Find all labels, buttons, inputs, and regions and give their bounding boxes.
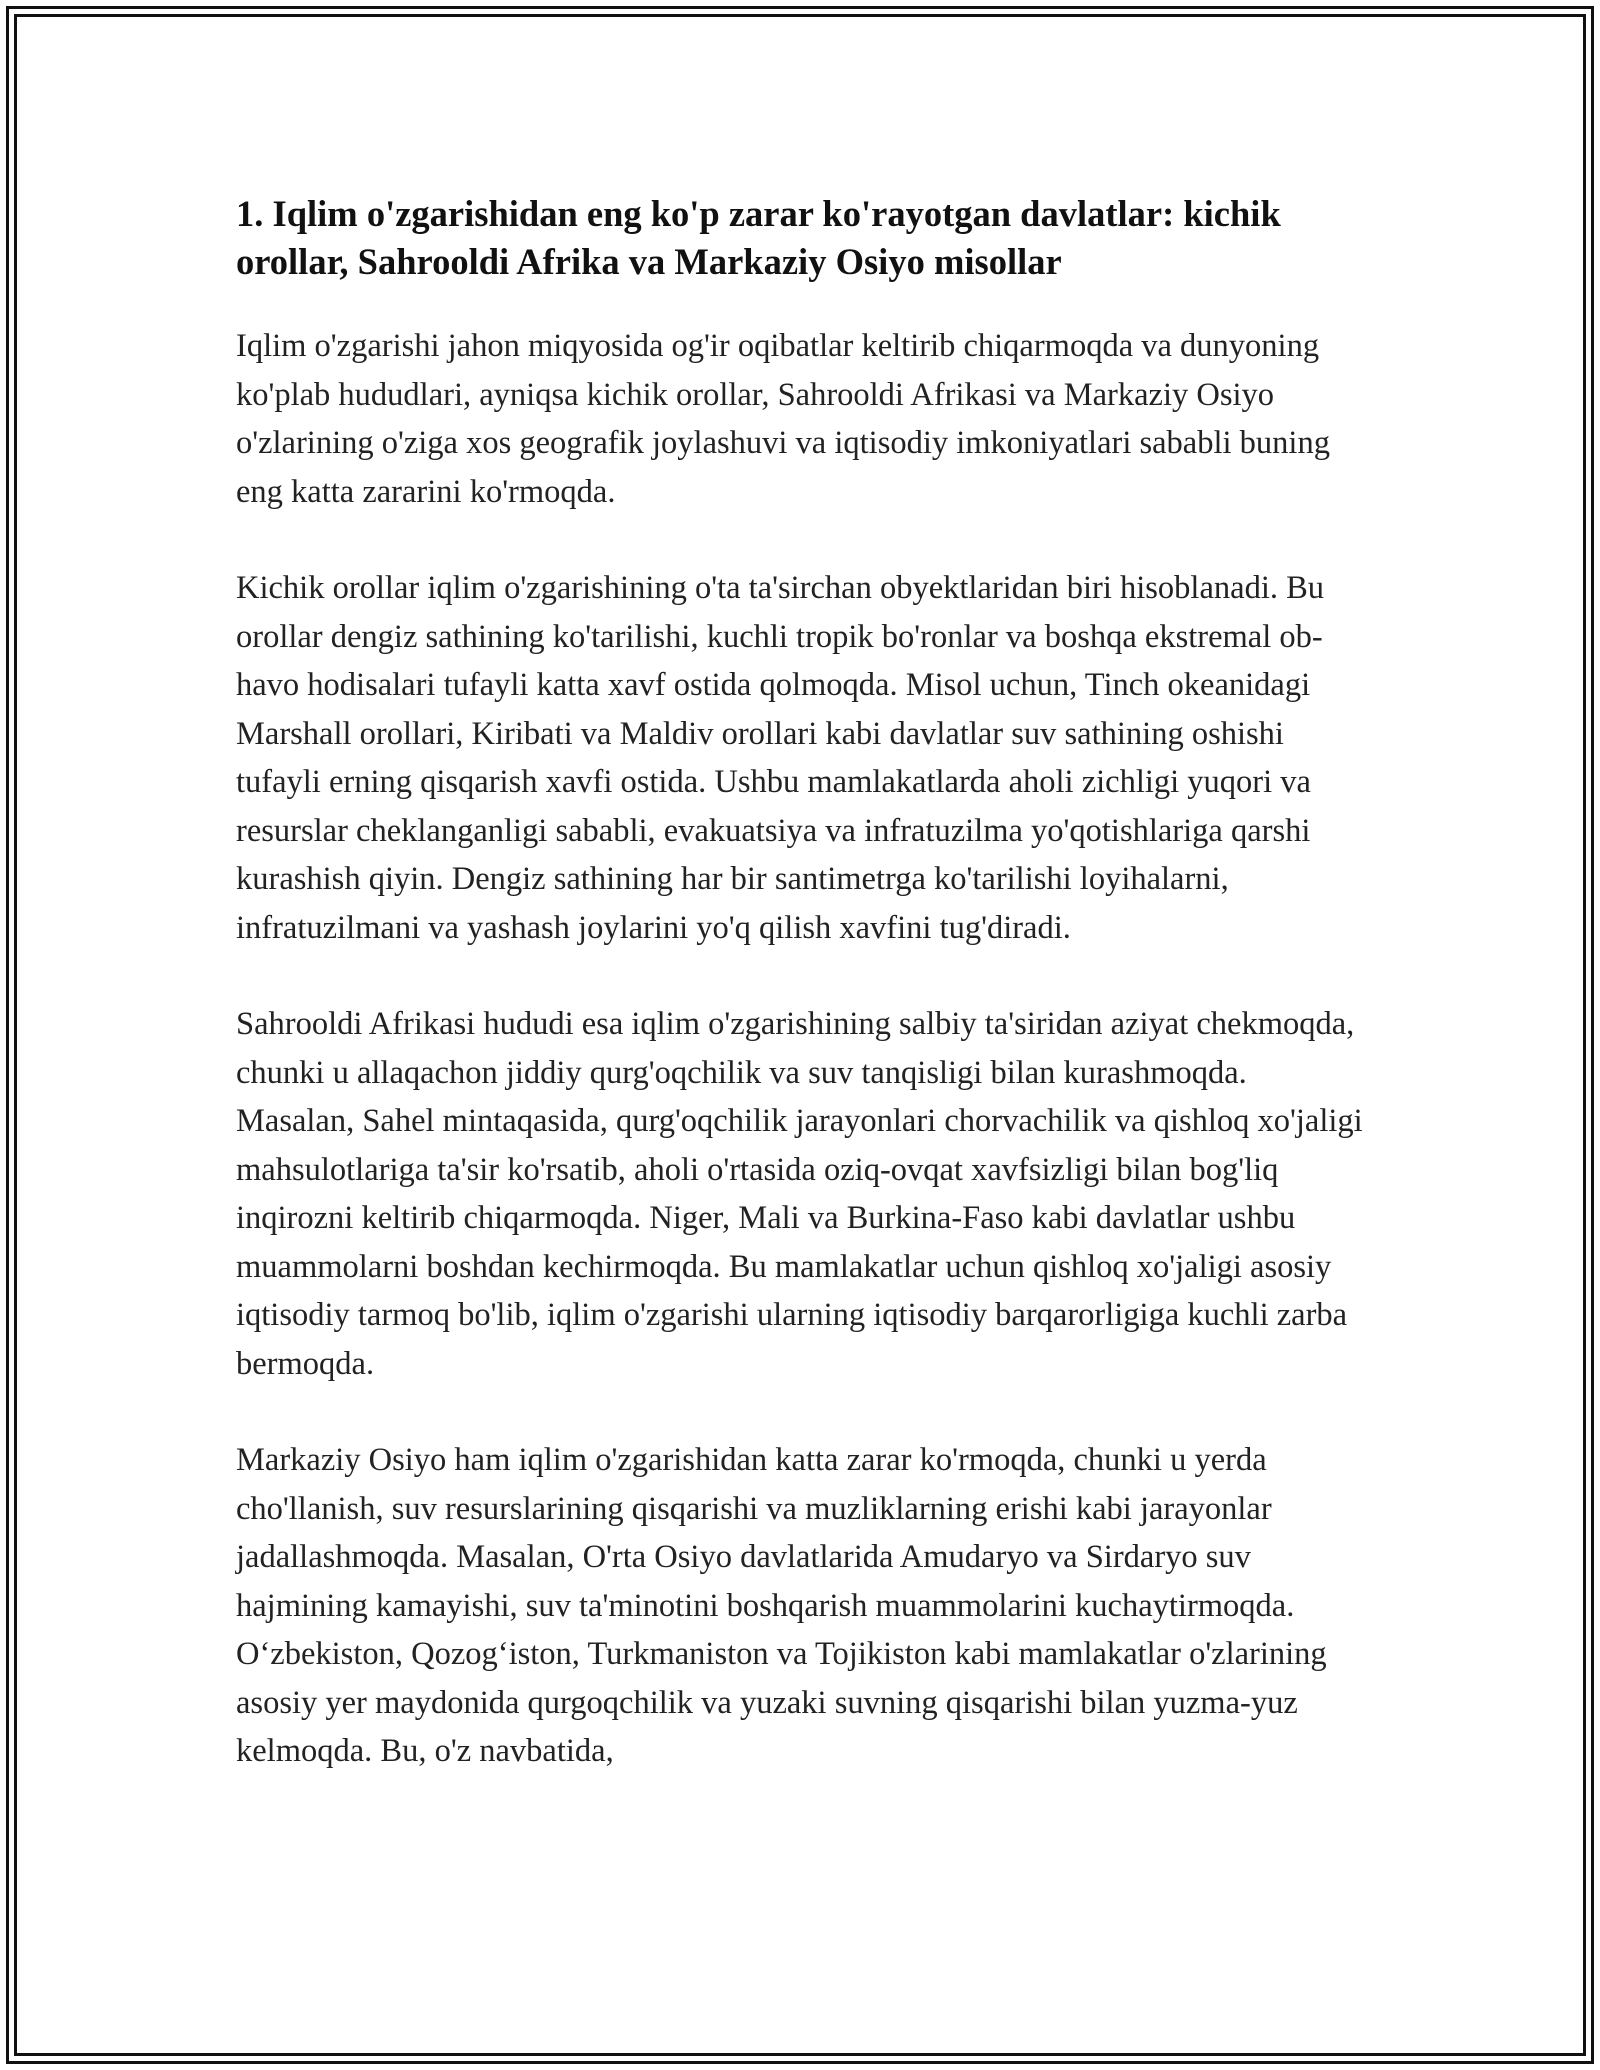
paragraph-intro: Iqlim o'zgarishi jahon miqyosida og'ir oqibatlar keltirib chiqarmoqda va dunyoning ko'plab hududlari, ayniqsa kichik orollar, Sahrooldi Afrikasi va Markaziy Osiyo o'zlarining o'ziga xos geografik joylashuvi va iqtisodiy imkoniyatlari sababli buning eng katta zararini ko'rmoqda. [236, 328, 1330, 510]
document-body [236, 190, 1366, 1824]
paragraph-small-islands: Kichik orollar iqlim o'zgarishining o'ta ta'sirchan obyektlaridan biri hisoblanadi. Bu orollar dengiz sathining ko'tarilishi, kuchli tropik bo'ronlar va boshqa ekstremal ob-havo hodisalari tufayli katta xavf ostida qolmoqda. Misol uchun, Tinch okeanidagi Marshall orollari, Kiribati va Maldiv orollari kabi davlatlar suv sathining oshishi tufayli erning qisqarish xavfi ostida. Ushbu mamlakatlarda aholi zichligi yuqori va resurslar cheklanganligi sababli, evakuatsiya va infratuzilma yo'qotishlariga qarshi kurashish qiyin. Dengiz sathining har bir santimetrga ko'tarilishi loyihalarni, infratuzilmani va yashash joylarini yo'q qilish xavfini tug'diradi. [236, 570, 1325, 946]
section-heading: 1. Iqlim o'zgarishidan eng ko'p zarar ko'rayotgan davlatlar: kichik orollar, Sahrooldi Afrika va Markaziy Osiyo misollar [236, 193, 1281, 282]
paragraph-central-asia: Markaziy Osiyo ham iqlim o'zgarishidan katta zarar ko'rmoqda, chunki u yerda cho'llanish, suv resurslarining qisqarishi va muzliklarning erishi kabi jarayonlar jadallashmoqda. Masalan, O'rta Osiyo davlatlarida Amudaryo va Sirdaryo suv hajmining kamayishi, suv ta'minotini boshqarish muammolarini kuchaytirmoqda. O‘zbekiston, Qozog‘iston, Turkmaniston va Tojikiston kabi mamlakatlar o'zlarining asosiy yer maydonida qurgoqchilik va yuzaki suvning qisqarishi bilan yuzma-yuz kelmoqda. Bu, o'z navbatida, [236, 1442, 1327, 1769]
paragraph-sub-saharan-africa: Sahrooldi Afrikasi hududi esa iqlim o'zgarishining salbiy ta'siridan aziyat chekmoqda, chunki u allaqachon jiddiy qurg'oqchilik va suv tanqisligi bilan kurashmoqda. Masalan, Sahel mintaqasida, qurg'oqchilik jarayonlari chorvachilik va qishloq xo'jaligi mahsulotlariga ta'sir ko'rsatib, aholi o'rtasida oziq-ovqat xavfsizligi bilan bog'liq inqirozni keltirib chiqarmoqda. Niger, Mali va Burkina-Faso kabi davlatlar ushbu muammolarni boshdan kechirmoqda. Bu mamlakatlar uchun qishloq xo'jaligi asosiy iqtisodiy tarmoq bo'lib, iqlim o'zgarishi ularning iqtisodiy barqarorligiga kuchli zarba bermoqda. [236, 1006, 1363, 1382]
